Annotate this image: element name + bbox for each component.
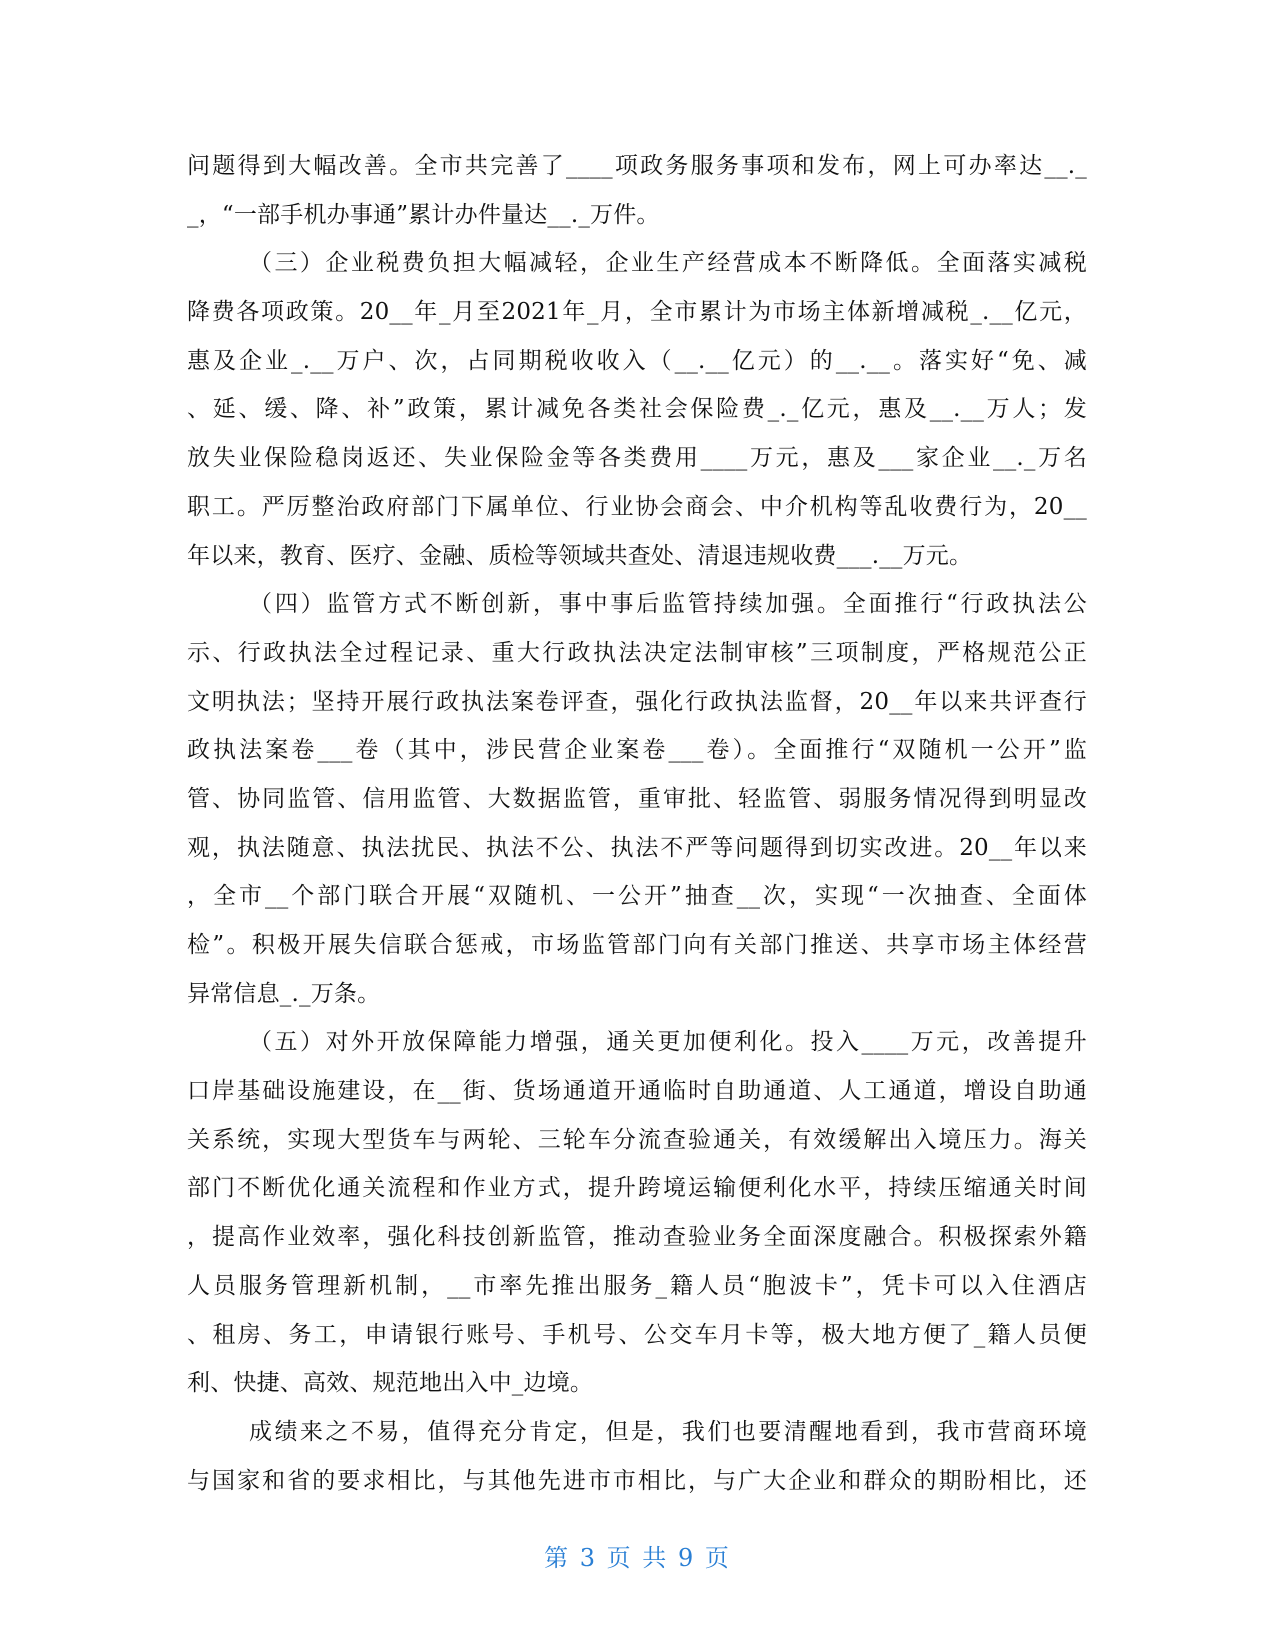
- text-line: 成绩来之不易，值得充分肯定，但是，我们也要清醒地看到，我市营商环境: [249, 1418, 1087, 1445]
- text-line: 管、协同监管、信用监管、大数据监管，重审批、轻监管、弱服务情况得到明显改: [187, 785, 1087, 812]
- text-line: 、租房、务工，申请银行账号、手机号、公交车月卡等，极大地方便了_籍人员便: [187, 1321, 1087, 1348]
- text-line: 关系统，实现大型货车与两轮、三轮车分流查验通关，有效缓解出入境压力。海关: [187, 1126, 1087, 1153]
- text-line: 文明执法；坚持开展行政执法案卷评查，强化行政执法监督，20__年以来共评查行: [187, 688, 1087, 715]
- text-line: 惠及企业_.__万户、次，占同期税收收入（__.__亿元）的__.__。落实好“免、减: [187, 347, 1087, 374]
- text-line: 与国家和省的要求相比，与其他先进市市相比，与广大企业和群众的期盼相比，还: [187, 1467, 1087, 1494]
- text-line: _，“一部手机办事通”累计办件量达__._万件。: [187, 201, 660, 228]
- text-line: 政执法案卷___卷（其中，涉民营企业案卷___卷）。全面推行“双随机一公开”监: [187, 737, 1087, 764]
- page-number-footer: 第 3 页 共 9 页: [544, 1544, 731, 1572]
- text-line: ，全市__个部门联合开展“双随机、一公开”抽查__次，实现“一次抽查、全面体: [187, 883, 1087, 910]
- text-line: 、延、缓、降、补”政策，累计减免各类社会保险费_._亿元，惠及__.__万人；发: [187, 396, 1087, 423]
- text-line: 检”。积极开展失信联合惩戒，市场监管部门向有关部门推送、共享市场主体经营: [187, 932, 1087, 958]
- text-line: （四）监管方式不断创新，事中事后监管持续加强。全面推行“行政执法公: [249, 591, 1087, 618]
- text-line: ，提高作业效率，强化科技创新监管，推动查验业务全面深度融合。积极探索外籍: [187, 1224, 1087, 1251]
- text-line: （五）对外开放保障能力增强，通关更加便利化。投入____万元，改善提升: [249, 1029, 1087, 1056]
- text-line: 人员服务管理新机制，__市率先推出服务_籍人员“胞波卡”，凭卡可以入住酒店: [187, 1272, 1087, 1299]
- text-line: 利、快捷、高效、规范地出入中_边境。: [187, 1370, 594, 1397]
- text-line: 异常信息_._万条。: [187, 980, 381, 1007]
- body-text: [187, 142, 1087, 1505]
- text-line: 口岸基础设施建设，在__街、货场通道开通临时自助通道、人工通道，增设自助通: [187, 1078, 1087, 1105]
- text-line: 降费各项政策。20__年_月至2021年_月，全市累计为市场主体新增减税_.__亿元，: [187, 299, 1087, 326]
- text-line: 问题得到大幅改善。全市共完善了____项政务服务事项和发布，网上可办率达__._: [187, 153, 1087, 179]
- text-line: 放失业保险稳岗返还、失业保险金等各类费用____万元，惠及___家企业__._万名: [187, 445, 1087, 472]
- text-line: 观，执法随意、执法扰民、执法不公、执法不严等问题得到切实改进。20__年以来: [187, 834, 1087, 861]
- text-line: 示、行政执法全过程记录、重大行政执法决定法制审核”三项制度，严格规范公正: [187, 639, 1087, 666]
- text-line: 年以来，教育、医疗、金融、质检等领域共查处、清退违规收费___.__万元。: [187, 542, 973, 569]
- text-line: （三）企业税费负担大幅减轻，企业生产经营成本不断降低。全面落实减税: [249, 250, 1087, 277]
- text-line: 职工。严厉整治政府部门下属单位、行业协会商会、中介机构等乱收费行为，20__: [187, 493, 1087, 520]
- text-line: 部门不断优化通关流程和作业方式，提升跨境运输便利化水平，持续压缩通关时间: [187, 1175, 1087, 1202]
